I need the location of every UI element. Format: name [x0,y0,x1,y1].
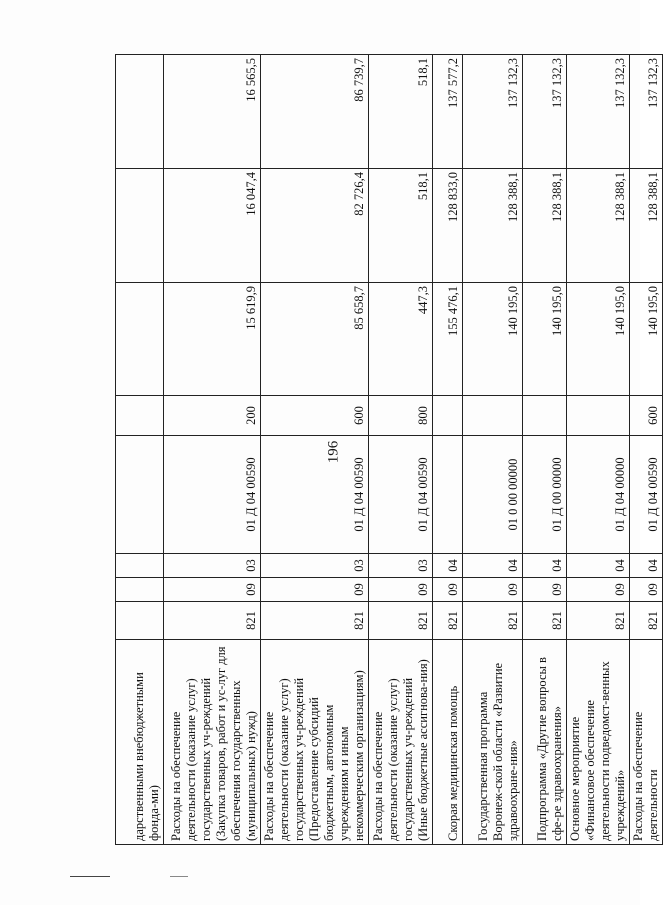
scan-artifact-line [170,876,188,877]
amount-year-2: 82 726,4 [261,169,369,283]
ministry-code: 821 [463,602,523,640]
section-code [116,578,164,602]
table-row [630,55,663,845]
section-code: 09 [567,578,630,602]
table-row [567,55,630,845]
section-code: 09 [261,578,369,602]
amount-year-1: 85 658,7 [261,283,369,396]
subsection-code: 04 [433,554,463,578]
amount-year-3: 137 132,3 [463,55,523,169]
target-article: 01 Д 04 00590 [261,436,369,554]
section-code: 09 [630,578,663,602]
subsection-code [116,554,164,578]
target-article: 01 Д 00 00000 [523,436,567,554]
table-row [369,55,433,845]
row-name: Скорая медицинская помощь [433,640,463,845]
subsection-code: 04 [630,554,663,578]
ministry-code: 821 [630,602,663,640]
amount-year-1: 447,3 [369,283,433,396]
amount-year-2: 128 388,1 [523,169,567,283]
amount-year-1: 140 195,0 [523,283,567,396]
row-name: Расходы на обеспечение деятельности (оказание услуг) государственных уч-реждений (Предоставление субсидий бюджетным, автономным учреждениям и иным некоммерческим организациям) [261,640,369,845]
row-name: Основное мероприятие «Финансовое обеспечение деятельности подведомст-венных учреждений» [567,640,630,845]
section-code: 09 [523,578,567,602]
budget-table [115,54,663,845]
expense-type [523,396,567,436]
row-name: Подпрограмма «Другие вопросы в сфе-ре здравоохранения» [523,640,567,845]
subsection-code: 03 [261,554,369,578]
target-article [116,436,164,554]
section-code: 09 [433,578,463,602]
amount-year-1 [116,283,164,396]
ministry-code: 821 [369,602,433,640]
subsection-code: 04 [567,554,630,578]
expense-type: 200 [164,396,261,436]
amount-year-1: 15 619,9 [164,283,261,396]
ministry-code: 821 [567,602,630,640]
amount-year-2: 128 388,1 [630,169,663,283]
amount-year-2: 128 388,1 [567,169,630,283]
ministry-code: 821 [261,602,369,640]
row-name: Расходы на обеспечение деятельности (оказание услуг) государственных уч-реждений (Иные бюджетные ассигнова-ния) [369,640,433,845]
section-code: 09 [463,578,523,602]
table-row [463,55,523,845]
row-name: Расходы на обеспечение деятельности [630,640,663,845]
table-row [261,55,369,845]
amount-year-2: 128 388,1 [463,169,523,283]
amount-year-1: 155 476,1 [433,283,463,396]
amount-year-3: 518,1 [369,55,433,169]
scan-artifact-line [70,876,110,877]
expense-type [116,396,164,436]
amount-year-1: 140 195,0 [630,283,663,396]
table-row [116,55,164,845]
ministry-code: 821 [523,602,567,640]
amount-year-2 [116,169,164,283]
row-name: дарственными внебюджетными фонда-ми) [116,640,164,845]
subsection-code: 04 [463,554,523,578]
amount-year-2: 128 833,0 [433,169,463,283]
subsection-code: 04 [523,554,567,578]
ministry-code: 821 [164,602,261,640]
expense-type [463,396,523,436]
table-row [433,55,463,845]
amount-year-3: 137 577,2 [433,55,463,169]
target-article: 01 Д 04 00590 [369,436,433,554]
ministry-code: 821 [433,602,463,640]
section-code: 09 [164,578,261,602]
amount-year-1: 140 195,0 [463,283,523,396]
section-code: 09 [369,578,433,602]
target-article [433,436,463,554]
rotated-table-container [115,55,660,845]
target-article: 01 Д 04 00590 [164,436,261,554]
amount-year-3: 137 132,3 [630,55,663,169]
target-article: 01 Д 04 00590 [630,436,663,554]
table-body [116,55,663,845]
table-row [523,55,567,845]
expense-type: 600 [261,396,369,436]
expense-type: 600 [630,396,663,436]
expense-type [433,396,463,436]
row-name: Расходы на обеспечение деятельности (оказание услуг) государственных уч-реждений (Закупка товаров, работ и ус-луг для обеспечения государственных (муниципальных) нужд) [164,640,261,845]
table-row [164,55,261,845]
ministry-code [116,602,164,640]
amount-year-2: 518,1 [369,169,433,283]
amount-year-3: 137 132,3 [567,55,630,169]
expense-type [567,396,630,436]
subsection-code: 03 [369,554,433,578]
row-name: Государственная программа Воронеж-ской области «Развитие здравоохране-ния» [463,640,523,845]
amount-year-3: 137 132,3 [523,55,567,169]
page-number: 196 [325,440,342,464]
target-article: 01 Д 04 00000 [567,436,630,554]
amount-year-3 [116,55,164,169]
amount-year-2: 16 047,4 [164,169,261,283]
amount-year-1: 140 195,0 [567,283,630,396]
expense-type: 800 [369,396,433,436]
amount-year-3: 16 565,5 [164,55,261,169]
subsection-code: 03 [164,554,261,578]
target-article: 01 0 00 00000 [463,436,523,554]
amount-year-3: 86 739,7 [261,55,369,169]
